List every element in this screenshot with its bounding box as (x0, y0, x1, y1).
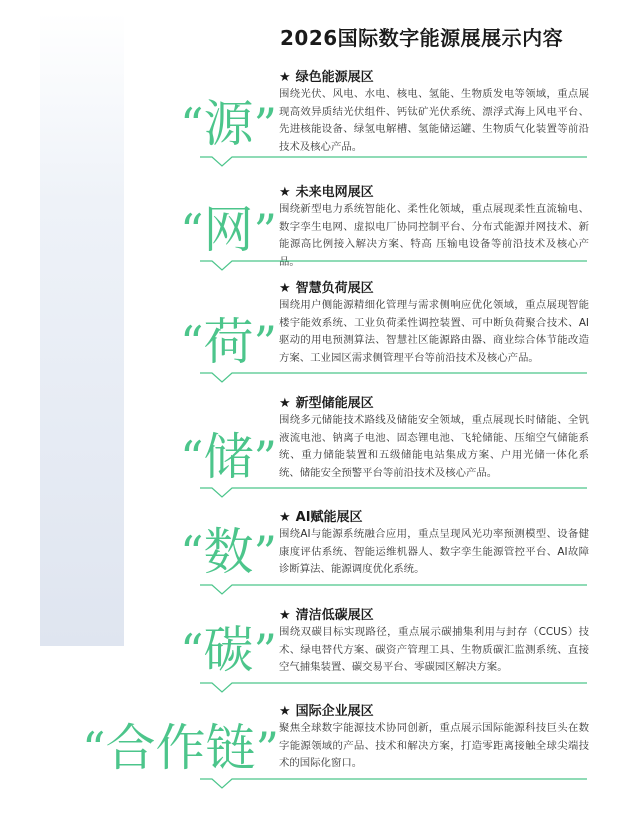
section-body: 围绕双碳目标实现路径，重点展示碳捕集利用与封存（CCUS）技术、绿电替代方案、碳资产管理工具、生物质碳汇监测系统、直接空气捕集装置、碳交易平台、零碳园区解决方案。 (279, 626, 589, 673)
section-body: 聚焦全球数字能源技术协同创新，重点展示国际能源科技巨头在数字能源领域的产品、技术和解决方案，打造零距离接触全球尖端技术的国际化窗口。 (279, 722, 589, 769)
decorative-side-band (40, 12, 124, 646)
star-icon: ★ (279, 185, 291, 200)
section-divider (200, 372, 587, 384)
section-heading: ★ 智慧负荷展区 (279, 281, 374, 296)
big-char-chu: “储” (180, 428, 278, 486)
section-body: 围绕多元储能技术路线及储能安全领域，重点展现长时储能、全钒液流电池、钠离子电池、固态锂电池、飞轮储能、压缩空气储能系统、重力储能装置和五级储能电站集成方案、户用光储一体化系统、储能安全预警平台等前沿技术及核心产品。 (279, 414, 589, 479)
section-heading: ★ AI赋能展区 (279, 510, 363, 525)
section-divider (200, 487, 587, 499)
page-title: 2026国际数字能源展展示内容 (280, 26, 564, 50)
section-divider (200, 260, 587, 272)
big-char-hezuolian: “合作链” (82, 719, 280, 777)
star-icon: ★ (279, 70, 291, 85)
section-heading: ★ 国际企业展区 (279, 704, 374, 719)
big-char-tan: “碳” (180, 621, 278, 679)
star-icon: ★ (279, 510, 291, 525)
big-char-he: “荷” (180, 313, 278, 371)
section-heading: ★ 清洁低碳展区 (279, 608, 374, 623)
big-char-shu: “数” (180, 523, 278, 581)
section-body: 围绕AI与能源系统融合应用，重点呈现风光功率预测模型、设备健康度评估系统、智能运维机器人、数字孪生能源管控平台、AI故障诊断算法、能源调度优化系统。 (279, 528, 589, 575)
big-char-wang: “网” (180, 201, 278, 259)
section-heading: ★ 新型储能展区 (279, 396, 374, 411)
section-heading: ★ 未来电网展区 (279, 185, 374, 200)
section-heading: ★ 绿色能源展区 (279, 70, 374, 85)
star-icon: ★ (279, 281, 291, 296)
section-divider (200, 682, 587, 694)
section-body: 围绕光伏、风电、水电、核电、氢能、生物质发电等领域，重点展现高效异质结光伏组件、钙钛矿光伏系统、漂浮式海上风电平台、先进核能设备、绿氢电解槽、氢能储运罐、生物质气化装置等前沿技术及核心产品。 (279, 88, 589, 153)
section-body: 围绕用户侧能源精细化管理与需求侧响应优化领域，重点展现智能楼宇能效系统、工业负荷柔性调控装置、可中断负荷聚合技术、AI驱动的用电预测算法、智慧社区能源路由器、商业综合体节能改造方案、工业园区需求侧管理平台等前沿技术及核心产品。 (279, 299, 589, 364)
star-icon: ★ (279, 608, 291, 623)
section-divider (200, 584, 587, 596)
section-body: 围绕新型电力系统智能化、柔性化领域，重点展现柔性直流输电、数字孪生电网、虚拟电厂协同控制平台、分布式能源并网技术、新能源高比例接入解决方案、特高 压输电设备等前沿技术及核心产品。 (279, 203, 589, 268)
star-icon: ★ (279, 704, 291, 719)
star-icon: ★ (279, 396, 291, 411)
big-char-yuan: “源” (180, 95, 278, 153)
section-divider (200, 156, 587, 168)
section-divider (200, 778, 587, 790)
